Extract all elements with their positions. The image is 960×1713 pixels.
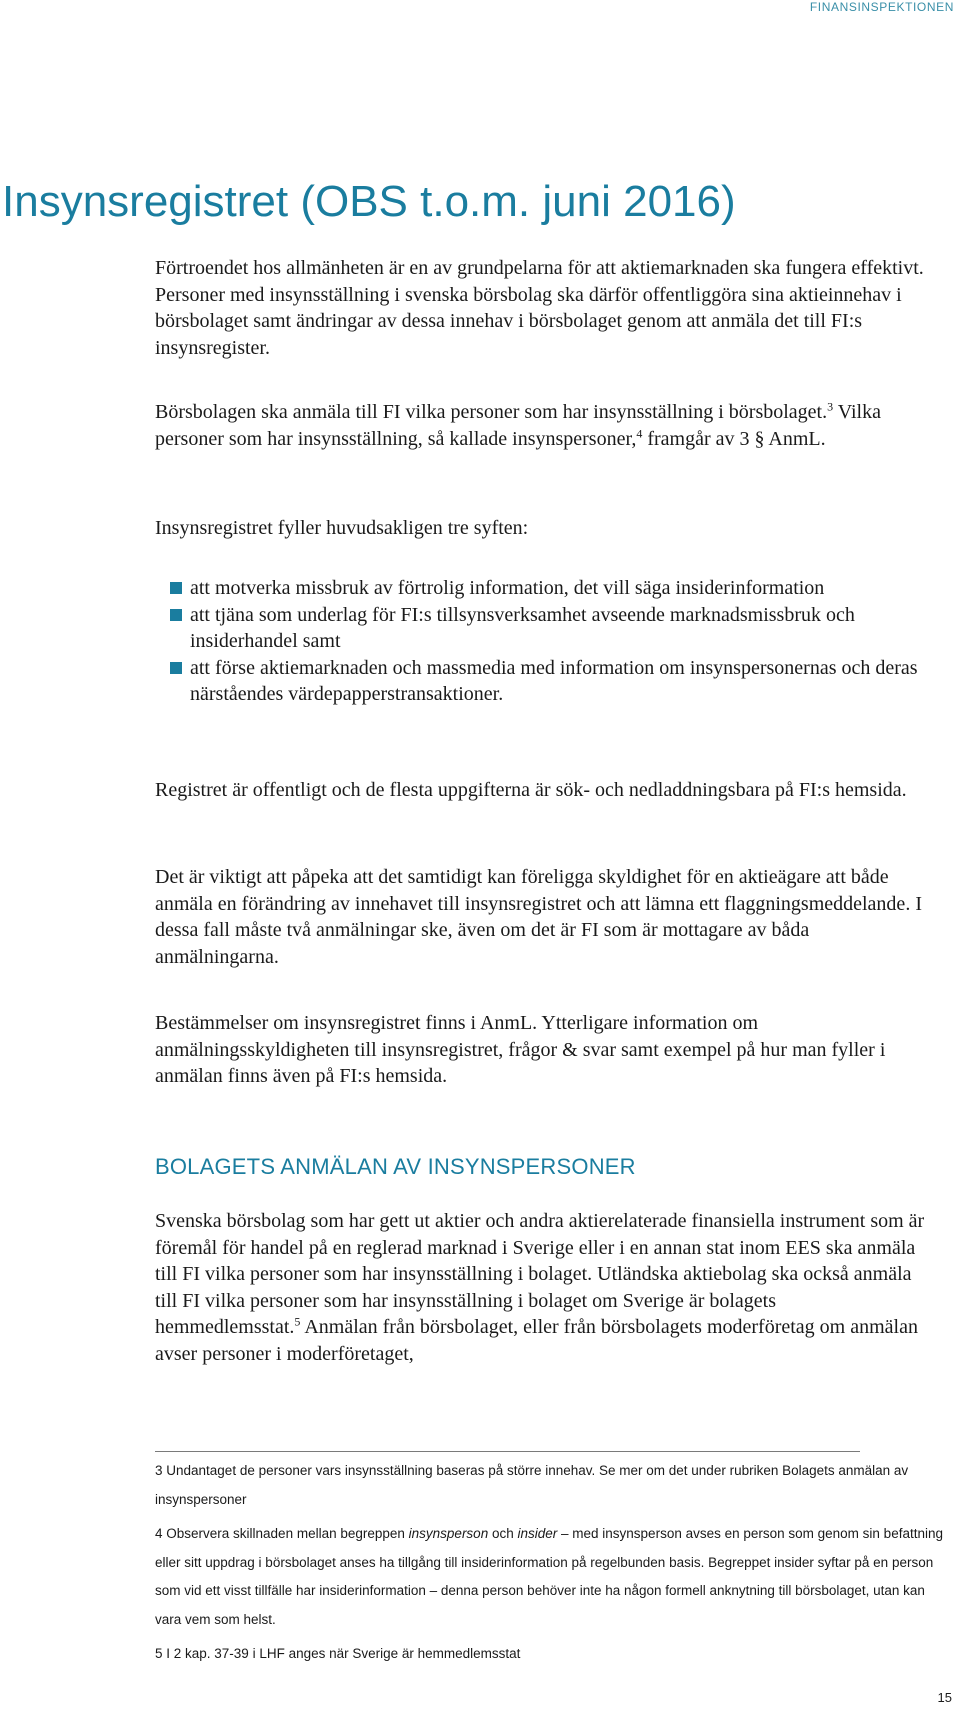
text-segment: Börsbolagen ska anmäla till FI vilka personer som har insynsställning i börsbolaget.: [155, 401, 828, 423]
paragraph-text: Bestämmelser om insynsregistret finns i AnmL. Ytterligare information om anmälningsskyldigheten till insynsregistret, frågor & svar samt exempel på hur man fyller i anmälan finns även på FI:s hemsida.: [155, 1012, 886, 1087]
square-bullet-icon: [170, 662, 182, 674]
text-segment: Svenska börsbolag som har gett ut aktier och andra aktierelaterade finansiella instrument som är föremål för handel på en reglerad marknad i Sverige eller i en annan stat inom EES ska anmäla till FI vilka personer som har insynsställning i bolaget. Utländska aktiebolag ska också anmäla till FI vilka personer som har insynsställning i bolaget om Sverige är bolagets hemmedlemsstat.: [155, 1210, 925, 1338]
text-segment: framgår av 3 § AnmL.: [642, 427, 826, 450]
company-reporting-paragraph: [155, 1208, 925, 1367]
footnote-4: [155, 1520, 945, 1634]
paragraph-text: Det är viktigt att påpeka att det samtidigt kan föreligga skyldighet för en aktieägare att både anmäla en förändring av innehavet till insynsregistret och att lämna ett flaggningsmeddelande. I dessa fall måste två anmälningar ske, även om det är FI som är mottagare av båda anmälningarna.: [155, 866, 922, 968]
footnote-ref-3[interactable]: 3: [827, 399, 834, 414]
intro-paragraph: [155, 255, 925, 361]
section-heading: BOLAGETS ANMÄLAN AV INSYNSPERSONER: [155, 1154, 636, 1179]
paragraph-text: [155, 1208, 925, 1367]
list-item-text: att tjäna som underlag för FI:s tillsynsverksamhet avseende marknadsmissbruk och insiderhandel samt: [190, 603, 855, 652]
text-segment: och: [488, 1526, 518, 1541]
paragraph-text: [155, 399, 925, 452]
list-item: [155, 602, 925, 655]
header-organization: FINANSINSPEKTIONEN: [809, 0, 954, 14]
footnote-5: 5 I 2 kap. 37-39 i LHF anges när Sverige är hemmedlemsstat: [155, 1646, 521, 1661]
paragraph-text: Förtroendet hos allmänheten är en av grundpelarna för att aktiemarknaden ska fungera effektivt. Personer med insynsställning i svenska börsbolag ska därför offentliggöra sina aktieinnehav i börsbolaget samt ändringar av dessa innehav i börsbolaget genom att anmäla det till FI:s insynsregister.: [155, 257, 924, 359]
square-bullet-icon: [170, 582, 182, 594]
page-title: Insynsregistret (OBS t.o.m. juni 2016): [2, 177, 736, 226]
footnote-3: 3 Undantaget de personer vars insynsställning baseras på större innehav. Se mer om det under rubriken Bolagets anmälan av insynspersoner: [155, 1463, 909, 1507]
text-segment: 4 Observera skillnaden mellan begreppen: [155, 1526, 409, 1541]
text-segment: Anmälan från börsbolaget, eller från börsbolagets moderföretag om anmälan avser personer i moderföretaget,: [155, 1316, 918, 1365]
footnote-ref-4[interactable]: 4: [636, 425, 643, 440]
list-item-text: att motverka missbruk av förtrolig information, det vill säga insiderinformation: [190, 577, 825, 599]
footnote-ref-5[interactable]: 5: [294, 1314, 301, 1329]
purposes-lead-paragraph: [155, 515, 925, 542]
public-register-paragraph: [155, 777, 925, 804]
paragraph-text: Registret är offentligt och de flesta uppgifterna är sök- och nedladdningsbara på FI:s hemsida.: [155, 779, 907, 801]
text-segment: Vilka personer som har insynsställning, så kallade insynspersoner,: [155, 401, 881, 450]
term-insynsperson: insynsperson: [408, 1526, 489, 1541]
text-segment: – med insynsperson avses en person som genom sin befattning eller sitt uppdrag i börsbolaget anses ha tillgång till insiderinformation på regelbunden basis. Begreppet insider syftar på en person som vid ett visst tillfälle har insiderinformation – denna person behöver inte ha någon formell anknytning till börsbolaget, utan kan vara vem som helst.: [155, 1526, 943, 1627]
regulations-paragraph: [155, 1010, 925, 1090]
square-bullet-icon: [170, 609, 182, 621]
list-item: [155, 575, 925, 602]
term-insider: insider: [517, 1526, 558, 1541]
list-item: [155, 655, 925, 708]
paragraph-text: Insynsregistret fyller huvudsakligen tre syften:: [155, 517, 529, 539]
list-item-text: att förse aktiemarknaden och massmedia med information om insynspersonernas och deras närståendes värdepapperstransaktioner.: [190, 656, 918, 705]
footnotes: [155, 1457, 945, 1669]
page-number: 15: [937, 1690, 952, 1705]
footnote-divider: [155, 1451, 860, 1452]
reporting-paragraph: [155, 399, 925, 452]
dual-obligation-paragraph: [155, 864, 925, 970]
purposes-list: [155, 575, 925, 708]
